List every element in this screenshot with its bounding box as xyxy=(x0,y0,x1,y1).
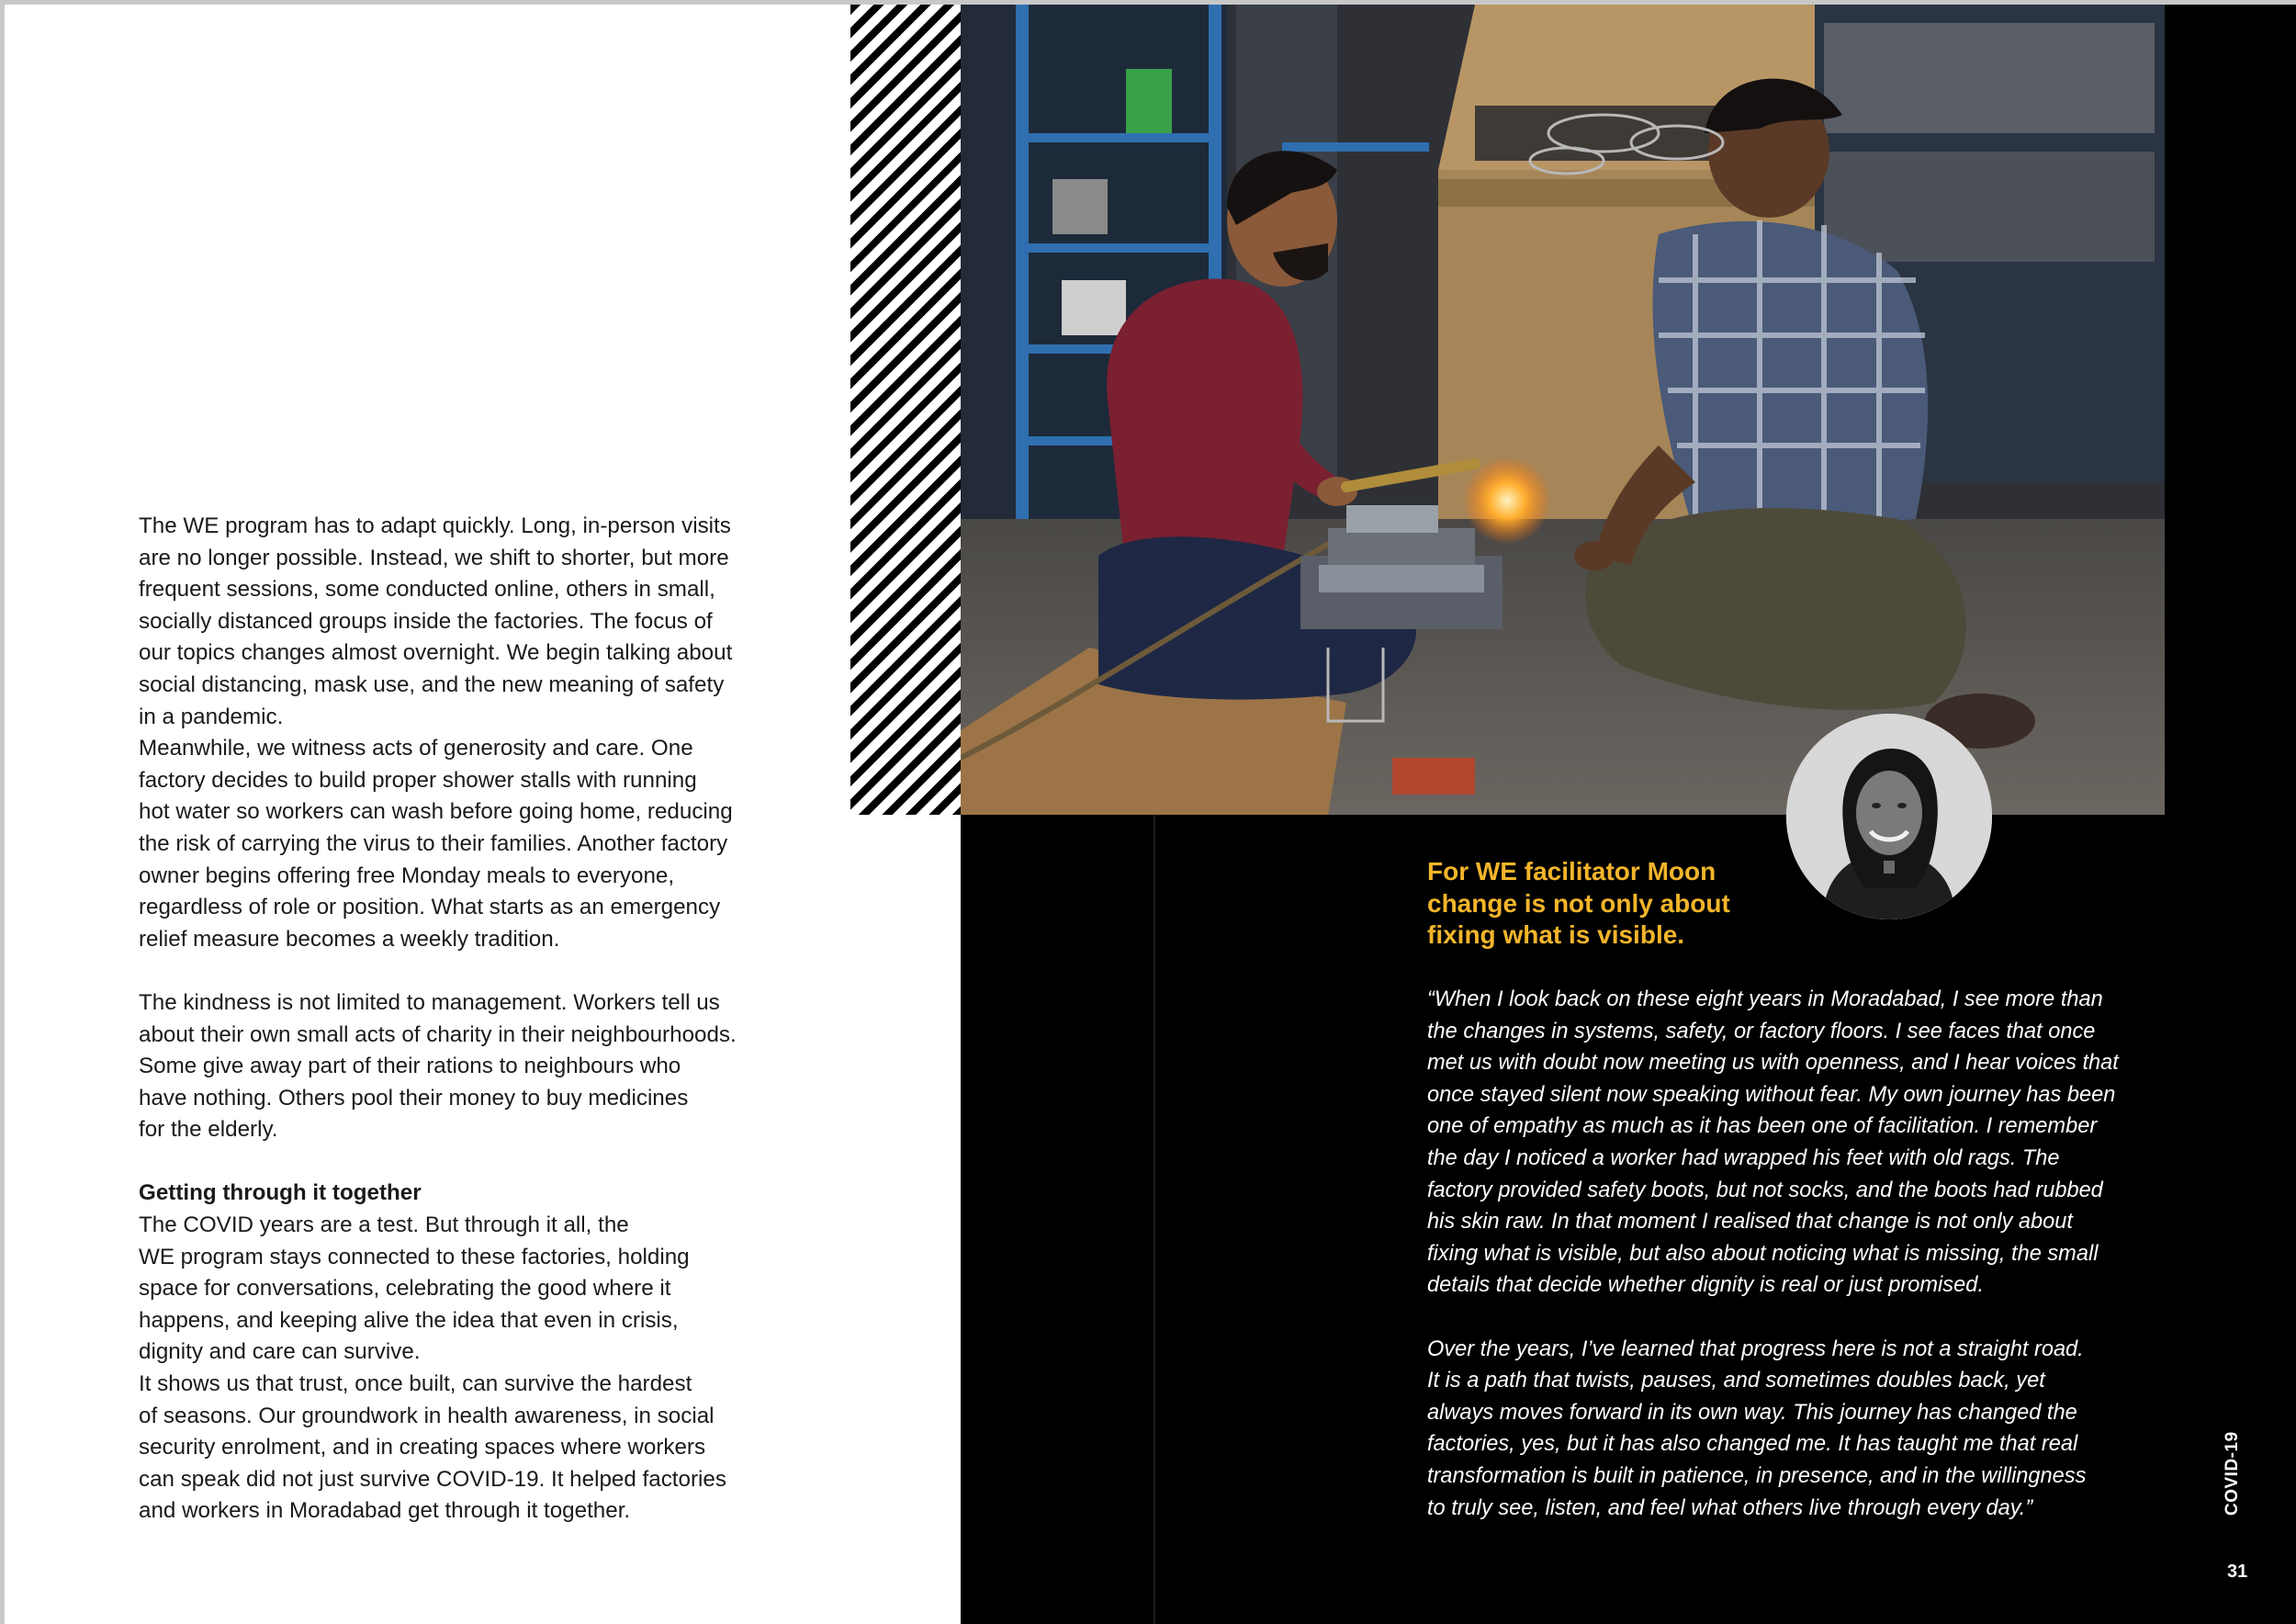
paragraph xyxy=(139,733,791,955)
text-line: the risk of carrying the virus to their families. Another factory xyxy=(139,830,728,856)
quote-line: details that decide whether dignity is real or just promised. xyxy=(1427,1273,1984,1298)
quote-line: always moves forward in its own way. This journey has changed the xyxy=(1427,1400,2077,1425)
quote-line: Over the years, I’ve learned that progress here is not a straight road. xyxy=(1427,1336,2084,1361)
section-subheading: Getting through it together xyxy=(139,1180,422,1206)
text-line: The COVID years are a test. But through it all, the xyxy=(139,1212,629,1238)
paragraph-gap xyxy=(1427,1302,2189,1334)
facilitator-portrait xyxy=(1786,714,1992,919)
text-line: for the elderly. xyxy=(139,1117,278,1143)
lead-line: For WE facilitator Moon xyxy=(1427,857,1716,885)
facilitator-quote xyxy=(1427,984,2189,1524)
text-line: relief measure becomes a weekly tradition. xyxy=(139,926,560,952)
paragraph xyxy=(139,1210,791,1369)
lead-line: fixing what is visible. xyxy=(1427,920,1685,949)
quote-lead-in xyxy=(1427,856,1813,952)
paragraph-gap xyxy=(139,1146,791,1179)
text-line: happens, and keeping alive the idea that even in crisis, xyxy=(139,1307,679,1333)
quote-line: one of empathy as much as it has been one of facilitation. I remember xyxy=(1427,1114,2098,1139)
text-line: The kindness is not limited to management. Workers tell us xyxy=(139,989,720,1015)
quote-line: his skin raw. In that moment I realised that change is not only about xyxy=(1427,1210,2073,1235)
panel-divider xyxy=(1154,815,1155,1624)
quote-line: factory provided safety boots, but not socks, and the boots had rubbed xyxy=(1427,1178,2103,1202)
text-line: Meanwhile, we witness acts of generosity and care. One xyxy=(139,736,693,761)
quote-line: once stayed silent now speaking without fear. My own journey has been xyxy=(1427,1082,2116,1107)
quote-line: met us with doubt now meeting us with openness, and I hear voices that xyxy=(1427,1051,2119,1076)
text-line: frequent sessions, some conducted online, others in small, xyxy=(139,577,715,603)
text-line: WE program stays connected to these factories, holding xyxy=(139,1244,690,1269)
text-line: The WE program has to adapt quickly. Long, in-person visits xyxy=(139,513,731,538)
workshop-photo xyxy=(961,5,2165,815)
page-border xyxy=(0,0,5,1624)
quote-line: the changes in systems, safety, or factory floors. I see faces that once xyxy=(1427,1019,2096,1043)
quote-paragraph xyxy=(1427,1334,2189,1525)
quote-paragraph xyxy=(1427,984,2189,1302)
page-number: 31 xyxy=(2227,1562,2248,1582)
text-line: dignity and care can survive. xyxy=(139,1339,421,1365)
text-line: space for conversations, celebrating the good where it xyxy=(139,1276,671,1302)
text-line: are no longer possible. Instead, we shift to shorter, but more xyxy=(139,545,729,570)
text-line: in a pandemic. xyxy=(139,704,284,729)
lead-line: change is not only about xyxy=(1427,888,1730,918)
paragraph-gap xyxy=(139,955,791,987)
text-line: factory decides to build proper shower stalls with running xyxy=(139,767,697,793)
text-line: owner begins offering free Monday meals to everyone, xyxy=(139,863,675,888)
text-line: of seasons. Our groundwork in health awareness, in social xyxy=(139,1403,715,1428)
text-line: security enrolment, and in creating spaces where workers xyxy=(139,1435,706,1460)
text-line: hot water so workers can wash before going home, reducing xyxy=(139,799,733,825)
text-line: and workers in Moradabad get through it together. xyxy=(139,1498,631,1524)
quote-line: It is a path that twists, pauses, and sometimes doubles back, yet xyxy=(1427,1369,2045,1393)
section-label: COVID-19 xyxy=(2223,1431,2242,1516)
text-line: social distancing, mask use, and the new meaning of safety xyxy=(139,671,725,697)
quote-line: fixing what is visible, but also about noticing what is missing, the small xyxy=(1427,1241,2099,1266)
text-line: can speak did not just survive COVID-19. It helped factories xyxy=(139,1466,726,1492)
diagonal-hatch-decoration xyxy=(850,5,961,815)
quote-line: the day I noticed a worker had wrapped his feet with old rags. The xyxy=(1427,1145,2060,1170)
body-text-column xyxy=(139,511,791,1528)
text-line: It shows us that trust, once built, can survive the hardest xyxy=(139,1371,692,1397)
quote-line: transformation is built in patience, in presence, and in the willingness xyxy=(1427,1463,2087,1488)
text-line: have nothing. Others pool their money to buy medicines xyxy=(139,1085,689,1111)
paragraph xyxy=(139,987,791,1146)
paragraph xyxy=(139,511,791,733)
text-line: regardless of role or position. What starts as an emergency xyxy=(139,895,721,920)
quote-line: to truly see, listen, and feel what others live through every day.” xyxy=(1427,1495,2033,1520)
text-line: our topics changes almost overnight. We begin talking about xyxy=(139,640,733,666)
text-line: about their own small acts of charity in their neighbourhoods. xyxy=(139,1021,737,1047)
quote-line: “When I look back on these eight years in Moradabad, I see more than xyxy=(1427,987,2103,1011)
quote-line: factories, yes, but it has also changed me. It has taught me that real xyxy=(1427,1432,2078,1457)
text-line: socially distanced groups inside the factories. The focus of xyxy=(139,608,713,634)
text-line: Some give away part of their rations to neighbours who xyxy=(139,1054,681,1079)
paragraph xyxy=(139,1369,791,1528)
